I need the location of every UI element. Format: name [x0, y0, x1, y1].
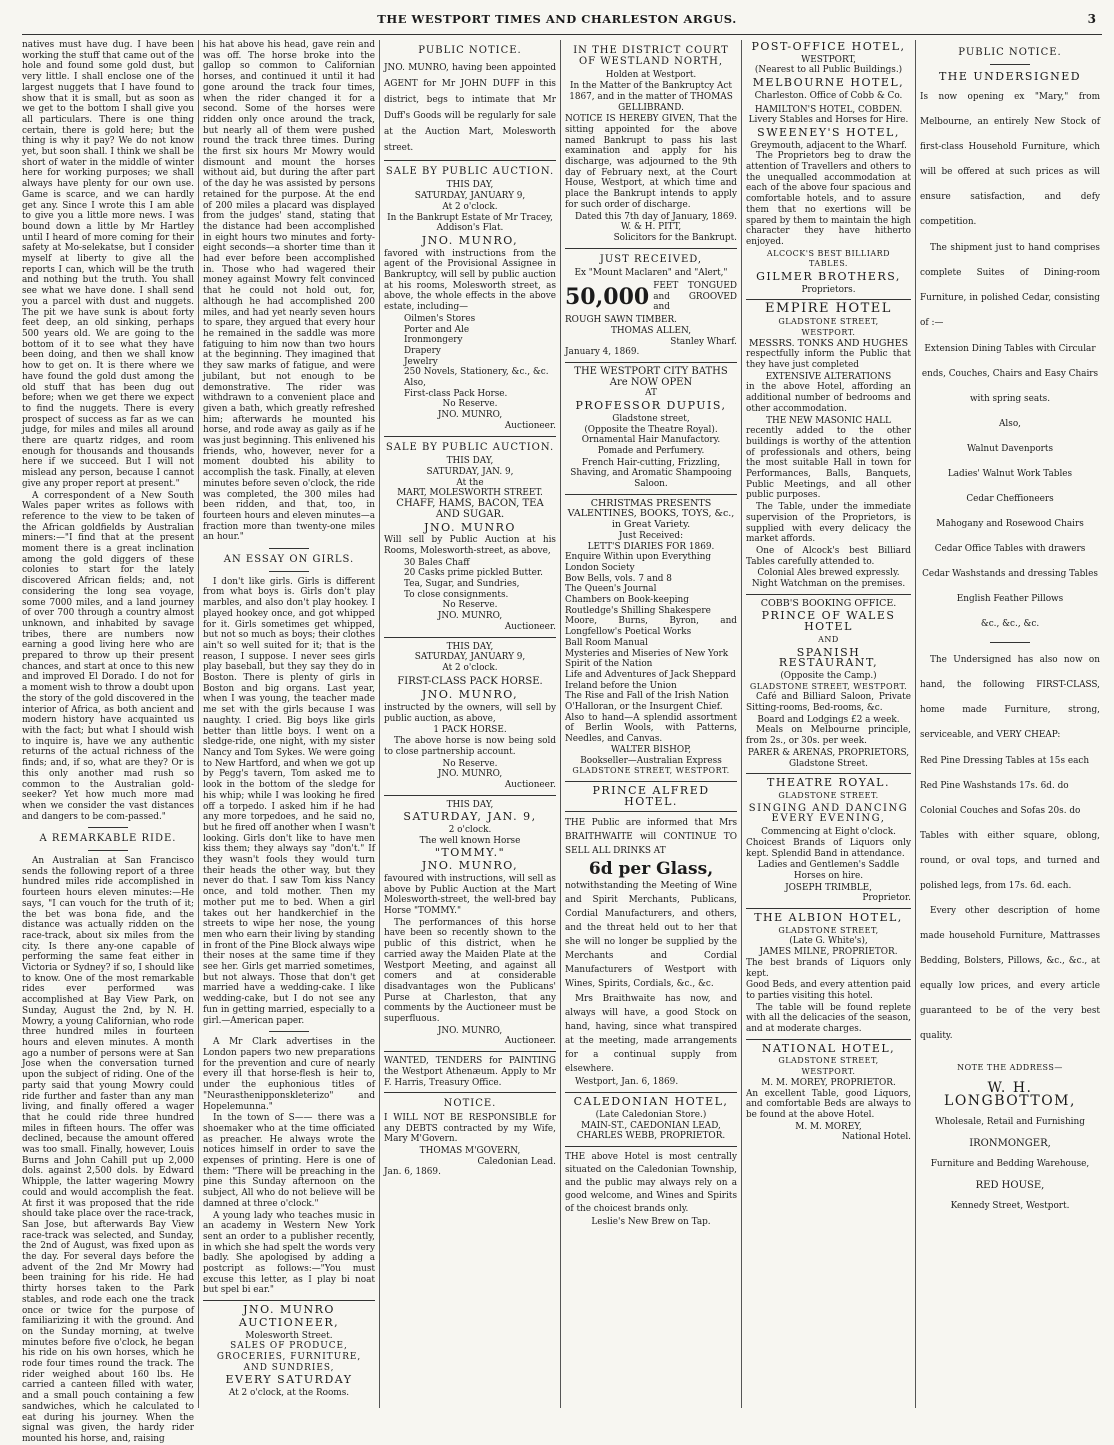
- sale2-signature: JNO. MUNRO,: [437, 611, 503, 622]
- item-shoemaker: In the town of S—— there was a shoemaker who at the time officiated as preacher. He always wrote the notices himself in order to save the expenses of printing. Here is one of them: "There will be preaching in the pine this Sunday afternoon on the subject, All who do not believe will be damned at three o'clock.": [203, 1113, 375, 1209]
- sale3-reserve: No Reserve.: [442, 758, 498, 769]
- received-description: FEET TONGUED and GROOVED and: [653, 281, 737, 313]
- list-item: Mysteries and Miseries of New York: [565, 648, 729, 659]
- sale1-body: favored with instructions from the agent of the Provisional Assignee in Bankruptcy, will sell by public auction at his rooms, Molesworth street, as above, the whole effects in the above estate, including—: [384, 248, 556, 313]
- prince-alfred-date: Westport, Jan. 6, 1869.: [575, 1077, 679, 1088]
- theatre-body: Choicest Brands of Liquors only kept. Splendid Band in attendance.: [746, 837, 911, 859]
- list-item: Cedar Office Tables with drawers: [934, 544, 1086, 554]
- column-2: [203, 40, 375, 1408]
- list-item: Tea, Sugar, and Sundries,: [404, 579, 520, 590]
- list-item: The Queen's Journal: [565, 584, 657, 595]
- sale2-at: At the: [456, 477, 484, 488]
- ad-munro-address: Molesworth Street.: [245, 1330, 333, 1341]
- notice-munro-agent: JNO. MUNRO, having been appointed AGENT for Mr JOHN DUFF in this district, begs to intimate that Mr Duff's Goods will be regularly for sale at the Auction Mart, Molesworth street.: [384, 62, 556, 153]
- article-african-goldfields: A correspondent of a New South Wales paper writes as follows with reference to the view to be taken of the African goldfields by Australian miners:—"I find that at the present moment there is a great inclination among the gold diggers of these colonies to start for the lately discovered African fields; and, not considering the long sea voyage, some 7000 miles, and a land journey of over 700 through a country almost unknown, and inhabited by savage tribes, there are numbers now earning a good living here who are prepared to throw up their present chances, and start at once to this new and improved El Dorado. I do not for a moment wish to throw a doubt upon the story of the gold discovered in the interior of Africa, as both ancient and modern history have acquainted us with the fact; but what I should wish to inquire is, have we any authentic returns of the actual richness of the finds; and, if so, what are they? Or is this only another mad rush so common to the Australian gold-seeker? Yet how much more mad when we consider the vast distances and dangers to be com-passed.": [22, 490, 194, 822]
- divider: [746, 594, 911, 595]
- post-office-town: WESTPORT,: [801, 54, 856, 65]
- list-item: 250 Novels, Stationery, &c., &c.: [404, 367, 549, 378]
- list-item: Colonial Couches and Sofas 20s. do: [920, 806, 1081, 816]
- heading-theatre-royal: THEATRE ROYAL.: [767, 776, 890, 790]
- heading-caledonian-hotel: CALEDONIAN HOTEL,: [573, 1095, 729, 1109]
- heading-melbourne-hotel: MELBOURNE HOTEL,: [752, 76, 905, 90]
- prince-of-wales-opposite: (Opposite the Camp.): [780, 670, 877, 681]
- sale3-name: JNO. MUNRO,: [421, 688, 519, 702]
- list-item: Spirit of the Nation: [565, 659, 653, 670]
- gilmer-proprietors: Proprietors.: [801, 284, 856, 295]
- divider: [746, 773, 911, 774]
- empire-proprietors: MESSRS. TONKS AND HUGHES: [748, 337, 909, 349]
- empire-body: respectfully inform the Public that they have just completed: [746, 349, 911, 370]
- list-item: Red Pine Dressing Tables at 15s each: [920, 756, 1090, 766]
- xmas-signature: WALTER BISHOP,: [610, 744, 692, 755]
- list-item: Also,: [999, 419, 1021, 429]
- theatre-time: Commencing at Eight o'clock.: [761, 827, 896, 838]
- received-quantity: 50,000: [565, 284, 650, 311]
- list-item: Also,: [404, 378, 426, 389]
- heading-essay-on-girls: AN ESSAY ON GIRLS.: [223, 554, 355, 566]
- sale3-date: SATURDAY, JANUARY 9,: [414, 652, 526, 663]
- divider: [269, 548, 309, 549]
- received-place: Stanley Wharf.: [670, 336, 737, 347]
- empire-body-2: in the above Hotel, affording an additional number of bedrooms and other accommodation.: [746, 382, 911, 414]
- sale4-signature: JNO. MUNRO,: [437, 1025, 503, 1036]
- caledonian-brew: Leslie's New Brew on Tap.: [591, 1216, 711, 1227]
- heading-national-hotel: NATIONAL HOTEL,: [761, 1041, 896, 1055]
- empire-watchman: Night Watchman on the premises.: [751, 579, 906, 590]
- caledonian-body: THE above Hotel is most centrally situated on the Caledonian Township, and the public may always rely on a good welcome, and Wines and Spirits of the choicest brands only.: [565, 1151, 737, 1214]
- sale4-signature-title: Auctioneer.: [504, 1036, 556, 1047]
- longbottom-street: Kennedy Street, Westport.: [950, 1201, 1070, 1211]
- heading-prince-alfred: PRINCE ALFRED HOTEL.: [592, 784, 710, 808]
- list-item: Also to hand—A splendid assortment of Berlin Wools, with Patterns, Needles, and Canvas.: [565, 712, 737, 745]
- divider: [88, 850, 128, 851]
- sale2-place: MART, MOLESWORTH STREET.: [397, 488, 543, 499]
- national-proprietor: M. M. MOREY, PROPRIETOR.: [761, 1077, 896, 1088]
- notice-mgovern-date: Jan. 6, 1869.: [384, 1167, 441, 1178]
- list-item: Ireland before the Union: [565, 680, 677, 691]
- sale1-signature-title: Auctioneer.: [504, 420, 556, 431]
- list-item: Cedar Washstands and dressing Tables: [922, 569, 1098, 579]
- prince-of-wales-meals: Meals on Melbourne principle, from 2s., or 30s. per week.: [746, 725, 911, 747]
- divider: [565, 362, 737, 363]
- heading-albion-hotel: THE ALBION HOTEL,: [754, 911, 903, 925]
- xmas-diaries: LETT'S DIARIES FOR 1869.: [587, 541, 715, 552]
- sale3-heading: FIRST-CLASS PACK HORSE.: [397, 675, 543, 687]
- furniture-items: [920, 337, 1100, 637]
- divider: [565, 781, 737, 782]
- article-essay-on-girls: I don't like girls. Girls is different from what boys is. Girls don't play marbles, and also don't play hookey. I played hookey once, and got whipped for it. Girls sometimes get whipped, but not so much as boys; their clothes ain't so well suited for it; that is the reason, I suppose. I never sees girls play baseball, but they say they do in Boston. There is plenty of girls in Boston and big organs. Last year, when I was young, the teacher made me set with the girls because I was naughty. I cried. Big boys like girls better than little boys. I went on a sledge-ride, one night, with my sister Nancy and Tom Sykes. We were going to New Hartford, and when we got up by Pegg's tavern, Tom asked me to look in the bottom of the sledge for his whip; while I was looking he fired off a torpedo. I asked him if he had any more torpedoes, and he said no, but he fired off another when I wasn't looking. Girls don't like to have men kiss them; they always say "don't." If they wasn't fools they would turn their heads the other way, but they never do that. I saw Tom kiss Nancy once, and told mother. Then my mother put me to bed. When a girl takes out her handkerchief in the streets to wipe her nose, the young men who earn their living by standing in front of the Pine Block always wipe their noses at the same time if they see her. Girls get married sometimes, but not always. Those that don't get married have a wedding-cake. I like wedding-cake, but I do not see any fun in getting married, especially to a girl.—American paper.: [203, 576, 375, 1026]
- albion-body: The best brands of Liquors only kept.: [746, 957, 911, 979]
- divider: [565, 248, 737, 249]
- received-signature: THOMAS ALLEN,: [610, 325, 692, 336]
- prince-of-wales-address: GLADSTONE STREET, WESTPORT.: [749, 681, 908, 691]
- column-rule: [915, 40, 916, 1408]
- sale4-known: The well known Horse: [419, 835, 521, 846]
- list-item: O'Halloran, or the Insurgent Chief.: [565, 702, 723, 713]
- post-office-note: (Nearest to all Public Buildings.): [754, 65, 903, 76]
- prince-alfred-body-2: notwithstanding the Meeting of Wine and Spirit Merchants, Publicans, Cordial Manufacturers, and others, and the threat held out to her that she will no longer be supplied by the Merchants and Cordial Manufacturers of Westport with Wines, Spirits, Cordials, &c., &c.: [565, 881, 737, 990]
- divider: [384, 637, 556, 638]
- divider: [384, 1092, 556, 1093]
- sale2-reserve: No Reserve.: [442, 600, 498, 611]
- heading-empire-hotel: EMPIRE HOTEL: [765, 301, 892, 317]
- heading-remarkable-ride: A REMARKABLE RIDE.: [39, 833, 177, 845]
- sale1-signature: JNO. MUNRO,: [437, 410, 503, 421]
- national-signature-title: National Hotel.: [841, 1132, 911, 1143]
- prince-of-wales-and: AND: [818, 634, 839, 644]
- heading-sale-1: SALE BY PUBLIC AUCTION.: [385, 165, 555, 177]
- heading-district-court: IN THE DISTRICT COURT OF WESTLAND NORTH,: [573, 45, 729, 67]
- list-item: Chambers on Book-keeping: [565, 595, 689, 606]
- furniture-body-1: Is now opening ex "Mary," from Melbourne, an entirely New Stock of first-class Household Furniture, which will be offered at such prices as will ensure satisfaction, and defy competition.: [920, 92, 1100, 227]
- divider: [565, 1146, 737, 1147]
- heading-public-notice: PUBLIC NOTICE.: [418, 45, 522, 56]
- divider: [384, 436, 556, 437]
- heading-gilmer-brothers: GILMER BROTHERS,: [756, 270, 901, 284]
- sale1-day: THIS DAY,: [446, 180, 494, 191]
- xmas-signature-title: Bookseller—Australian Express: [580, 755, 722, 766]
- court-signature: W. & H. PITT,: [620, 222, 682, 233]
- court-date: Dated this 7th day of January, 1869.: [575, 211, 737, 222]
- theatre-signature: JOSEPH TRIMBLE,: [785, 882, 872, 893]
- list-item: Oilmen's Stores: [404, 313, 476, 324]
- xmas-address: GLADSTONE STREET, WESTPORT.: [572, 766, 730, 776]
- sale1-items: [384, 314, 556, 400]
- albion-body-3: The table will be found replete with all the delicacies of the season, and at moderate charges.: [746, 1002, 911, 1035]
- divider: [565, 811, 737, 812]
- list-item: Extension Dining Tables with Circular ends, Couches, Chairs and Easy Chairs with spring seats.: [921, 344, 1099, 404]
- notice-mgovern-place: Caledonian Lead.: [477, 1156, 556, 1167]
- received-date: January 4, 1869.: [565, 347, 640, 358]
- heading-prince-of-wales: PRINCE OF WALES HOTEL: [761, 609, 896, 634]
- notice-mgovern: I WILL NOT BE RESPONSIBLE for any DEBTS contracted by my Wife, Mary M'Govern.: [384, 1112, 556, 1145]
- caledonian-sub: (Late Caledonian Store.): [595, 1109, 707, 1120]
- sale4-day: THIS DAY,: [446, 799, 494, 810]
- sale2-goods: CHAFF, HAMS, BACON, TEA AND SUGAR.: [396, 498, 544, 520]
- article-remarkable-ride-continued: his hat above his head, gave rein and was off. The horse broke into the gallop so common to Californian horses, and continued it until it had gone around the track four times, when the rider changed it for a second. Some of the horses were ridden only once around the track, but nearly all of them were pushed round the track three times. During the first six hours Mr Mowry would dismount and mount the horses without aid, but during the after part of the day he was assisted by persons retained for the purpose. At the end of 200 miles a placard was displayed from the judges' stand, stating that the distance had been accomplished in eight hours two minutes and forty-eight seconds—a shorter time than it had ever before been accomplished in. Those who had wagered their money against Mowry felt convinced that he could not hold out, for, although he had accomplished 200 miles, and had yet nearly seven hours to spare, they argued that every hour he remained in the saddle was more fatiguing to him now than two hours at the beginning. They imagined that they saw marks of fatigue, and were jubilant, but not enough to be demonstrative. The rider was withdrawn to a convenient place and given a bath, which greatly refreshed him; afterwards he mounted his horse, and rode away as gaily as if he was just beginning. This enlivened his friends, who, however, never for a moment doubted his ability to accomplish the task. Finally, at eleven minutes before seven o'clock, the ride was completed, the 300 miles had been ridden, and that, too, in fourteen hours and eleven minutes—a fraction more than twenty-one miles an hour.": [203, 40, 375, 543]
- empire-body-4: The Table, under the immediate supervision of the Proprietors, is supplied with every delicacy the market affords.: [746, 502, 911, 545]
- list-item: English Feather Pillows: [956, 594, 1064, 604]
- sale2-date: SATURDAY, JAN. 9,: [426, 466, 514, 477]
- empire-town: WESTPORT.: [801, 327, 856, 337]
- ad-munro-name: JNO. MUNRO: [243, 1303, 335, 1317]
- furniture-body-2: The shipment just to hand comprises complete Suites of Dining-room Furniture, in polished Cedar, consisting of :—: [920, 243, 1100, 328]
- sale2-signature-title: Auctioneer.: [504, 621, 556, 632]
- heading-christmas-presents: CHRISTMAS PRESENTS VALENTINES, BOOKS, TOYS, &c., in Great Variety.: [567, 497, 735, 531]
- newspaper-title: THE WESTPORT TIMES AND CHARLESTON ARGUS.: [377, 12, 737, 26]
- heading-sale-2: SALE BY PUBLIC AUCTION.: [385, 441, 555, 453]
- prince-alfred-price: 6d per Glass,: [588, 859, 714, 880]
- court-place: Holden at Westport.: [605, 70, 697, 81]
- empire-body-3: recently added to the other buildings is worthy of the attention of professionals and others, being the most suitable Hall in town for Performances, Balls, Banquets, Public Meetings, and all other public purposes.: [746, 426, 911, 501]
- sale2-body: Will sell by Public Auction at his Rooms, Molesworth-street, as above,: [384, 535, 556, 556]
- albion-late: (Late G. White's),: [789, 936, 868, 947]
- header-rule: [22, 34, 1102, 35]
- list-item: Bow Bells, vols. 7 and 8: [565, 573, 672, 584]
- column-rule: [560, 40, 561, 1408]
- divider: [990, 642, 1030, 643]
- received-quantity-row: [565, 281, 737, 313]
- list-item: Mahogany and Rosewood Chairs: [936, 519, 1084, 529]
- item-young-lady: A young lady who teaches music in an academy in Western New York sent an order to a publisher recently, in which she had spelt the words very badly. She apologised by adding a postcript as follows:—"You must excuse this letter, as I play bi noat but spel bi ear.": [203, 1210, 375, 1296]
- divider: [746, 908, 911, 909]
- ad-munro-title: AUCTIONEER,: [238, 1315, 340, 1329]
- furniture-body-3: The Undersigned has also now on hand, the following FIRST-CLASS, home made Furniture, strong, serviceable, and VERY CHEAP:: [920, 655, 1100, 740]
- court-signature-title: Solicitors for the Bankrupt.: [613, 232, 737, 243]
- sale1-name: JNO. MUNRO,: [421, 233, 519, 247]
- heading-cobbs-booking: COBB'S BOOKING OFFICE.: [760, 597, 897, 609]
- list-item: First-class Pack Horse.: [404, 388, 508, 399]
- prince-of-wales-street: Gladstone Street.: [789, 758, 868, 769]
- xmas-just-received: Just Received:: [618, 530, 684, 541]
- divider: [384, 795, 556, 796]
- baths-opposite: (Opposite the Theatre Royal).: [584, 424, 718, 435]
- article-remarkable-ride: An Australian at San Francisco sends the following report of a three hundred miles ride accomplished in fourteen hours eleven minutes:—He says, "I can vouch for the truth of it; the bet was bona fide, and the distance was actually ridden on the race-track, about six miles from the city. Is there any-one capable of performing the same feat either in Victoria or Sydney? if so, I should like to know. One of the most remarkable rides ever performed was accomplished at Bay View Park, on Sunday, August the 2nd, by N. H. Mowry, a young Californian, who rode three hundred miles in fourteen hours and eleven minutes. A month ago a number of persons were at San Jose when the conversation turned upon the subject of riding. One of the party said that young Mowry could ride further and faster than any man living, and finally offered a wager that he could ride three hundred miles in fifteen hours. The offer was declined, because the amount offered was too small. Finally, however, Louis Burns and John Cahill put up 2,000 dols. against 2,500 dols. by Edward Whipple, the latter wagering Mowry could and would accomplish the feat. At first it was proposed that the ride should take place over the race-track, San Jose, but afterwards Bay View race-track was selected, and Sunday, the 2nd of August, was fixed upon as the day. For several days before the advent of the 2nd Mr Mowry had been training for his ride. He had thirty horses taken to the Park stables, and rode each one the track once or twice for the purpose of familiarizing it with the ground. And on the Sunday morning, at twelve minutes before five o'clock, he began his ride on his own horses, which he rode four times round the track. The rider weighed about 160 lbs. He carried a canteen filled with water, and a small pouch containing a few sandwiches, which he calculated to eat during his journey. When the signal was given, the hardy rider mounted his horse, and, raising: [22, 856, 194, 1444]
- sale4-horse: "TOMMY.": [434, 846, 506, 860]
- prince-of-wales-body: Café and Billiard Saloon, Private Sitting-rooms, Bed-rooms, &c.: [746, 692, 911, 714]
- article-gold-report: natives must have dug. I have been working the stuff that came out of the hole and found some gold dust, but very little. I shall enclose one of the largest nuggets that I have found to show that it is small, but as soon as we get to the bottom I shall give you all particulars. There is one thing certain, there is gold here; but the thing is why it pay? We do not know yet, but soon shall. I think we shall be short of water in the middle of winter here for working purposes; we shall always have plenty for our own use. Game is scarce, and we can hardly get any. Since I wrote this I am able to give you a little more news. I was bound down a little by Mr Hartley until I heard of more coming for their safety at Mo-selekatse, but I consider myself at liberty to give all the reports I can, which will be the truth and nothing but the truth. You shall see what we have done. I shall send you a parcel with dust and nuggets. The pit we have sunk is about forty feet deep, an old sinking, perhaps 500 years old. We are going to the bottom of it to see what they have been doing, and then we shall know how to get on. It is there where we have found the gold dust among the old stuff that has been dug out before; when we get there we expect to find the nuggets. There is every prospect of success as far as we can judge, for miles and miles all around there are quartz ridges, and room enough for thousands and thousands here if we succeed. But I will not mislead any person, because I cannot give any proper report at present.": [22, 40, 194, 489]
- list-item: 30 Bales Chaff: [404, 557, 470, 568]
- page-number: 3: [1087, 12, 1096, 26]
- prince-of-wales-proprietors: PARER & ARENAS, PROPRIETORS,: [747, 747, 910, 758]
- albion-street: GLADSTONE STREET,: [778, 925, 879, 935]
- divider: [88, 827, 128, 828]
- column-4: [565, 40, 737, 1408]
- sale1-reserve: No Reserve.: [442, 399, 498, 410]
- heading-public-notice-furniture: PUBLIC NOTICE.: [958, 47, 1062, 58]
- prince-alfred-body-3: Mrs Braithwaite has now, and always will have, a good Stock on hand, having, since what transpired at the meeting, made arrangements for a continual supply from elsewhere.: [565, 994, 737, 1075]
- heading-notice: NOTICE.: [443, 1098, 497, 1110]
- item-clark-advert: A Mr Clark advertises in the London papers two new preparations for the prevention and cure of nearly every ill that horse-flesh is heir to, under the euphonious titles of "Neurasthenipponskleterizo" and Hopelemunna.": [203, 1037, 375, 1112]
- list-item: Routledge's Shilling Shakespere: [565, 605, 711, 616]
- sale2-day: THIS DAY,: [446, 456, 494, 467]
- sale3-item: 1 PACK HORSE.: [433, 725, 507, 736]
- furniture-body-4: Every other description of home made household Furniture, Mattrasses Bedding, Bolsters, Pillows, &c., &c., at equally low prices, and every article guaranteed to be of the very best quality.: [920, 906, 1100, 1041]
- masthead: [0, 12, 1114, 34]
- albion-body-2: Good Beds, and every attention paid to parties visiting this hotel.: [746, 980, 911, 1001]
- ad-munro-day: EVERY SATURDAY: [225, 1373, 353, 1387]
- sale1-estate: In the Bankrupt Estate of Mr Tracey, Addison's Flat.: [387, 212, 553, 234]
- ad-munro-time: At 2 o'clock, at the Rooms.: [228, 1388, 350, 1399]
- sale3-signature: JNO. MUNRO,: [437, 769, 503, 780]
- column-6: [920, 40, 1100, 1408]
- column-3: [384, 40, 556, 1408]
- albion-proprietor: JAMES MILNE, PROPRIETOR.: [759, 947, 898, 958]
- baths-body: Ornamental Hair Manufactory. Pomade and Perfumery.: [581, 435, 721, 456]
- column-5: [746, 40, 911, 1408]
- list-item: Porter and Ale: [404, 324, 470, 335]
- sale4-time: 2 o'clock.: [448, 825, 492, 836]
- heading-post-office-hotel: POST-OFFICE HOTEL,: [751, 40, 906, 53]
- empire-body-5: One of Alcock's best Billiard Tables carefully attended to.: [746, 545, 911, 567]
- billiard-tables: ALCOCK'S BEST BILLIARD TABLES.: [766, 248, 891, 269]
- empire-ales: Colonial Ales brewed expressly.: [757, 568, 900, 579]
- empire-masonic-hall: THE NEW MASONIC HALL: [766, 415, 891, 426]
- divider: [269, 571, 309, 572]
- divider: [565, 494, 737, 495]
- baths-body-2: French Hair-cutting, Frizzling, Shaving, and Aromatic Shampooing Saloon.: [570, 457, 732, 490]
- sale1-date: SATURDAY, JANUARY 9,: [414, 191, 526, 202]
- longbottom-trade: Wholesale, Retail and Furnishing: [935, 1117, 1085, 1127]
- baths-professor: PROFESSOR DUPUIS,: [575, 399, 727, 413]
- theatre-horses: Ladies and Gentlemen's Saddle Horses on hire.: [757, 860, 900, 881]
- list-item: Cedar Cheffioneers: [966, 494, 1054, 504]
- hamiltons-body: Livery Stables and Horses for Hire.: [748, 115, 909, 126]
- national-town: WESTPORT.: [801, 1067, 856, 1077]
- sale4-body: favoured with instructions, will sell as above by Public Auction at the Mart Molesworth-street, the well-bred bay Horse "TOMMY.": [384, 873, 556, 916]
- national-signature: M. M. MOREY,: [795, 1121, 862, 1132]
- list-item: Walnut Davenports: [966, 444, 1054, 454]
- theatre-street: GLADSTONE STREET.: [778, 791, 879, 800]
- sale2-name: JNO. MUNRO: [424, 520, 516, 534]
- received-ships: Ex "Mount Maclaren" and "Alert,": [574, 268, 728, 279]
- baths-street: Gladstone street,: [612, 413, 690, 424]
- sale1-time: At 2 o'clock.: [442, 201, 498, 212]
- melbourne-body: Charleston. Office of Cobb & Co.: [754, 90, 903, 101]
- divider: [565, 1092, 737, 1093]
- list-item: To close consignments.: [404, 589, 509, 600]
- address-note: NOTE THE ADDRESS—: [957, 1063, 1063, 1072]
- longbottom-ironmonger: IRONMONGER,: [969, 1138, 1051, 1149]
- notice-mgovern-signature: THOMAS M'GOVERN,: [419, 1146, 521, 1157]
- sale3-signature-title: Auctioneer.: [504, 779, 556, 790]
- list-item: Ironmongery: [404, 335, 463, 346]
- theatre-singing: SINGING AND DANCING EVERY EVENING,: [748, 802, 909, 825]
- heading-just-received: JUST RECEIVED,: [599, 253, 703, 265]
- column-rule: [379, 40, 380, 1408]
- list-item: London Society: [565, 562, 635, 573]
- sale4-date: SATURDAY, JAN. 9,: [403, 810, 537, 824]
- heading-sweeneys-hotel: SWEENEY'S HOTEL,: [757, 125, 900, 139]
- list-item: Ladies' Walnut Work Tables: [947, 469, 1073, 479]
- column-rule: [741, 40, 742, 1408]
- longbottom-warehouse: Furniture and Bedding Warehouse,: [930, 1159, 1090, 1169]
- divider: [990, 64, 1030, 65]
- column-1: [22, 40, 194, 1444]
- baths-at: AT: [645, 388, 657, 399]
- undersigned: THE UNDERSIGNED: [938, 70, 1082, 83]
- prince-of-wales-board: Board and Lodgings £2 a week.: [757, 714, 900, 725]
- list-item: Red Pine Washstands 17s. 6d. do: [920, 781, 1069, 791]
- sale2-items: [384, 558, 556, 601]
- sale3-body: instructed by the owners, will sell by public auction, as above,: [384, 703, 556, 724]
- received-timber: ROUGH SAWN TIMBER.: [565, 315, 677, 326]
- caledonian-proprietor: CHARLES WEBB, PROPRIETOR.: [576, 1131, 726, 1142]
- xmas-items: [565, 552, 737, 745]
- divider: [746, 1039, 911, 1040]
- hotels-text: The Proprietors beg to draw the attention of Travellers and others to the unequalled accommodation at each of the above four spacious and comfortable hotels, and to assure them that no exertions will be spared by them to maintain the high character they have hitherto enjoyed.: [746, 151, 911, 247]
- sale3-note: The above horse is now being sold to close partnership account.: [384, 736, 556, 757]
- list-item: Drapery: [404, 345, 441, 356]
- sale4-body-2: The performances of this horse have been so recently shown to the public of this district, when he carried away the Maiden Plate at the Westport Meeting, and against all comers and at considerable disadvantages won the Publicans' Purse at Charleston, that any comments by the Auctioneer must be superfluous.: [384, 917, 556, 1025]
- sale3-day: THIS DAY,: [446, 641, 494, 652]
- divider: [384, 160, 556, 161]
- caledonian-address: MAIN-ST., CAEDONIAN LEAD,: [581, 1120, 721, 1131]
- divider: [746, 299, 911, 300]
- court-matter: In the Matter of the Bankruptcy Act 1867, and in the matter of THOMAS GELLIBRAND.: [569, 81, 733, 113]
- sweeneys-body: Greymouth, adjacent to the Wharf.: [750, 140, 907, 151]
- divider: [203, 1300, 375, 1301]
- list-item: Enquire Within upon Everything: [565, 552, 712, 563]
- divider: [269, 1031, 309, 1032]
- sale4-name: JNO. MUNRO,: [421, 859, 519, 873]
- prince-of-wales-restaurant: SPANISH RESTAURANT,: [778, 645, 879, 670]
- list-item: Moore, Burns, Byron, and Longfellow's Poetical Works: [565, 616, 737, 638]
- longbottom-name: W. H. LONGBOTTOM,: [944, 1080, 1076, 1109]
- court-notice: NOTICE IS HEREBY GIVEN, That the sitting appointed for the above named Bankrupt to pass his last examination and apply for his discharge, was adjourned to the 9th day of February next, at the Court House, Westport, at which time and place the Bankrupt intends to apply for such order of discharge.: [565, 114, 737, 210]
- divider: [384, 1051, 556, 1052]
- heading-city-baths: THE WESTPORT CITY BATHS Are NOW OPEN: [574, 365, 728, 388]
- list-item: The Rise and Fall of the Irish Nation: [565, 691, 729, 702]
- theatre-signature-title: Proprietor.: [862, 893, 911, 904]
- tender-notice: WANTED, TENDERS for PAINTING the Westport Athenæum. Apply to Mr F. Harris, Treasury Office.: [384, 1056, 556, 1088]
- empire-street: GLADSTONE STREET,: [778, 317, 879, 327]
- national-street: GLADSTONE STREET,: [778, 1056, 879, 1066]
- ad-munro-body: SALES OF PRODUCE, GROCERIES, FURNITURE, AND SUNDRIES,: [216, 1341, 362, 1373]
- column-rule: [198, 40, 199, 1408]
- list-item: Jewelry: [404, 356, 438, 367]
- furniture-items-2: [920, 749, 1100, 899]
- national-body: An excellent Table, good Liquors, and comfortable Beds are always to be found at the above Hotel.: [746, 1088, 911, 1120]
- sale3-time: At 2 o'clock.: [442, 662, 498, 673]
- list-item: &c., &c., &c.: [980, 619, 1040, 629]
- list-item: Tables with either square, oblong, round, or oval tops, and turned and polished legs, from 17s. 6d. each.: [920, 831, 1100, 891]
- list-item: Life and Adventures of Jack Sheppard: [565, 669, 736, 680]
- list-item: 20 Casks prime pickled Butter.: [404, 568, 543, 579]
- prince-alfred-body: THE Public are informed that Mrs BRAITHWAITE will CONTINUE TO SELL ALL DRINKS AT: [565, 818, 737, 857]
- empire-alterations: EXTENSIVE ALTERATIONS: [765, 371, 892, 382]
- heading-hamiltons-hotel: HAMILTON'S HOTEL, COBDEN.: [754, 104, 903, 115]
- longbottom-red-house: RED HOUSE,: [975, 1180, 1045, 1191]
- list-item: Ball Room Manual: [565, 637, 648, 648]
